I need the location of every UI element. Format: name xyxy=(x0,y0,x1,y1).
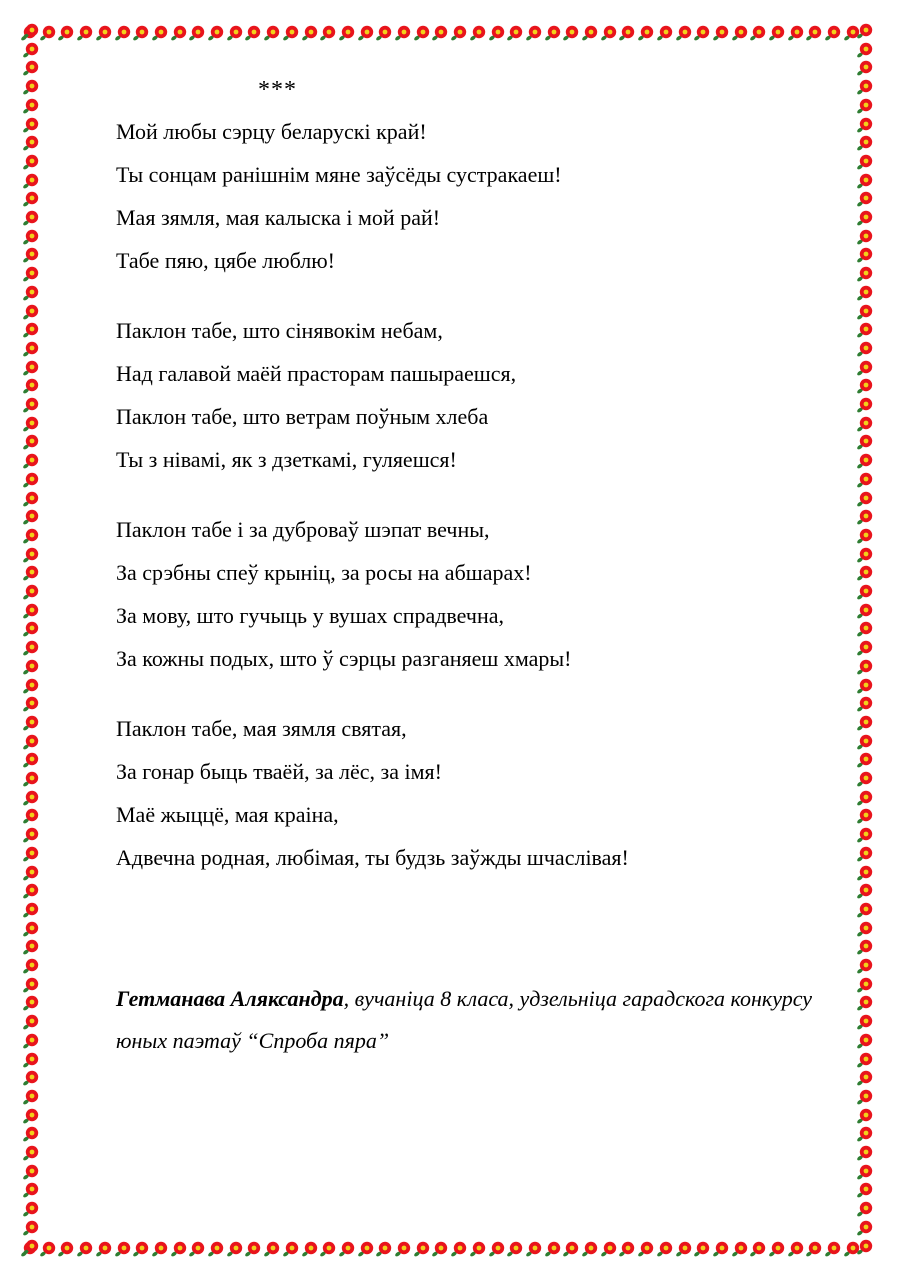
stanza xyxy=(116,516,826,673)
flower-border-icon xyxy=(338,1240,356,1258)
flower-border-icon xyxy=(856,433,874,451)
flower-border-icon xyxy=(151,24,169,42)
flower-border-icon xyxy=(244,1240,262,1258)
flower-border-icon xyxy=(581,24,599,42)
flower-border-icon xyxy=(581,1240,599,1258)
flower-border-icon xyxy=(693,24,711,42)
poem-line: Ты з нівамі, як з дзеткамі, гуляешся! xyxy=(116,447,457,472)
flower-border-icon xyxy=(22,845,40,863)
flower-border-icon xyxy=(22,396,40,414)
flower-border-icon xyxy=(22,321,40,339)
flower-border-bottom xyxy=(20,1238,876,1260)
poem-line: Мой любы сэрцу беларускі край! xyxy=(116,119,427,144)
poem-line: Адвечна родная, любімая, ты будзь заўжды шчаслівая! xyxy=(116,845,629,870)
flower-border-icon xyxy=(22,639,40,657)
flower-border-icon xyxy=(22,1125,40,1143)
flower-border-icon xyxy=(22,153,40,171)
flower-border-icon xyxy=(856,153,874,171)
flower-border-icon xyxy=(856,882,874,900)
flower-border-icon xyxy=(22,246,40,264)
flower-border-icon xyxy=(856,1200,874,1218)
flower-border-icon xyxy=(856,938,874,956)
flower-border-icon xyxy=(675,1240,693,1258)
flower-border-icon xyxy=(22,901,40,919)
flower-border-icon xyxy=(856,1181,874,1199)
flower-border-icon xyxy=(57,24,75,42)
flower-border-icon xyxy=(856,957,874,975)
flower-border-icon xyxy=(22,340,40,358)
flower-border-icon xyxy=(22,471,40,489)
flower-border-icon xyxy=(207,24,225,42)
flower-border-icon xyxy=(263,1240,281,1258)
flower-border-icon xyxy=(856,770,874,788)
flower-border-icon xyxy=(856,714,874,732)
flower-border-icon xyxy=(856,807,874,825)
flower-border-icon xyxy=(856,602,874,620)
flower-border-icon xyxy=(22,284,40,302)
flower-border-icon xyxy=(749,24,767,42)
flower-border-icon xyxy=(22,359,40,377)
flower-border-icon xyxy=(22,583,40,601)
author-name: Гетманава Аляксандра xyxy=(116,986,344,1011)
flower-border-icon xyxy=(170,1240,188,1258)
flower-border-icon xyxy=(22,695,40,713)
flower-border-icon xyxy=(856,116,874,134)
flower-border-icon xyxy=(22,733,40,751)
flower-border-icon xyxy=(693,1240,711,1258)
poem-line: Паклон табе і за дуброваў шэпат вечны, xyxy=(116,517,490,542)
flower-border-icon xyxy=(22,920,40,938)
flower-border-right xyxy=(854,22,876,1260)
poem-line: За гонар быць тваёй, за лёс, за імя! xyxy=(116,759,442,784)
flower-border-icon xyxy=(114,1240,132,1258)
flower-border-icon xyxy=(824,1240,842,1258)
flower-border-icon xyxy=(22,1088,40,1106)
flower-border-icon xyxy=(856,1032,874,1050)
poem-line: Мая зямля, мая калыска і мой рай! xyxy=(116,205,441,230)
flower-border-icon xyxy=(263,24,281,42)
flower-border-icon xyxy=(856,1238,874,1256)
flower-border-icon xyxy=(22,864,40,882)
flower-border-icon xyxy=(675,24,693,42)
flower-border-icon xyxy=(506,1240,524,1258)
flower-border-icon xyxy=(856,377,874,395)
stanza xyxy=(116,118,826,275)
poem-line: Табе пяю, цябе люблю! xyxy=(116,248,336,273)
flower-border-icon xyxy=(856,22,874,40)
flower-border-icon xyxy=(22,433,40,451)
flower-border-icon xyxy=(856,415,874,433)
flower-border-icon xyxy=(856,845,874,863)
flower-border-icon xyxy=(22,677,40,695)
flower-border-icon xyxy=(618,24,636,42)
flower-border-icon xyxy=(856,976,874,994)
flower-border-icon xyxy=(22,265,40,283)
flower-border-icon xyxy=(600,1240,618,1258)
flower-border-icon xyxy=(22,807,40,825)
flower-border-icon xyxy=(731,24,749,42)
flower-border-icon xyxy=(856,340,874,358)
flower-border-icon xyxy=(170,24,188,42)
flower-border-icon xyxy=(22,994,40,1012)
flower-border-icon xyxy=(22,602,40,620)
flower-border-icon xyxy=(282,24,300,42)
flower-border-icon xyxy=(22,209,40,227)
flower-border-icon xyxy=(856,59,874,77)
flower-border-icon xyxy=(856,564,874,582)
flower-border-icon xyxy=(22,1144,40,1162)
flower-border-icon xyxy=(22,190,40,208)
flower-border-icon xyxy=(22,620,40,638)
flower-border-icon xyxy=(525,24,543,42)
flower-border-icon xyxy=(856,321,874,339)
flower-border-icon xyxy=(207,1240,225,1258)
flower-border-icon xyxy=(856,303,874,321)
flower-border-icon xyxy=(856,920,874,938)
flower-border-icon xyxy=(188,1240,206,1258)
flower-border-icon xyxy=(637,1240,655,1258)
flower-border-icon xyxy=(22,1051,40,1069)
flower-border-icon xyxy=(22,116,40,134)
flower-border-icon xyxy=(114,24,132,42)
flower-border-icon xyxy=(544,24,562,42)
flower-border-icon xyxy=(22,658,40,676)
flower-border-icon xyxy=(22,546,40,564)
flower-border-icon xyxy=(856,134,874,152)
stanza xyxy=(116,317,826,474)
flower-border-icon xyxy=(856,1144,874,1162)
flower-border-icon xyxy=(22,1163,40,1181)
author-details: , вучаніца 8 класа, удзельніца гарадскога конкурсу юных паэтаў “Спроба пяра” xyxy=(116,986,813,1053)
flower-border-icon xyxy=(357,1240,375,1258)
flower-border-icon xyxy=(22,415,40,433)
poem-line: Над галавой маёй прасторам пашыраешся, xyxy=(116,361,517,386)
flower-border-icon xyxy=(856,695,874,713)
flower-border-icon xyxy=(22,564,40,582)
flower-border-icon xyxy=(856,490,874,508)
flower-border-icon xyxy=(22,770,40,788)
flower-border-icon xyxy=(76,24,94,42)
flower-border-icon xyxy=(656,24,674,42)
flower-border-icon xyxy=(375,24,393,42)
flower-border-icon xyxy=(856,901,874,919)
poem-title-stars: *** xyxy=(258,77,297,103)
flower-border-icon xyxy=(856,1219,874,1237)
flower-border-icon xyxy=(712,1240,730,1258)
flower-border-icon xyxy=(22,789,40,807)
flower-border-icon xyxy=(22,452,40,470)
flower-border-icon xyxy=(132,24,150,42)
flower-border-icon xyxy=(544,1240,562,1258)
flower-border-icon xyxy=(787,1240,805,1258)
flower-border-icon xyxy=(450,1240,468,1258)
flower-border-icon xyxy=(856,1125,874,1143)
flower-border-icon xyxy=(637,24,655,42)
stanza xyxy=(116,715,826,872)
flower-border-icon xyxy=(656,1240,674,1258)
flower-border-icon xyxy=(856,1088,874,1106)
poem-body xyxy=(116,118,826,914)
flower-border-icon xyxy=(22,1107,40,1125)
flower-border-icon xyxy=(301,24,319,42)
flower-border-icon xyxy=(22,22,40,40)
flower-border-icon xyxy=(731,1240,749,1258)
flower-border-icon xyxy=(488,1240,506,1258)
flower-border-icon xyxy=(856,172,874,190)
flower-border-icon xyxy=(151,1240,169,1258)
flower-border-icon xyxy=(856,751,874,769)
flower-border-icon xyxy=(57,1240,75,1258)
flower-border-icon xyxy=(22,751,40,769)
flower-border-icon xyxy=(431,24,449,42)
flower-border-icon xyxy=(132,1240,150,1258)
flower-border-icon xyxy=(22,134,40,152)
flower-border-icon xyxy=(95,24,113,42)
flower-border-icon xyxy=(856,508,874,526)
flower-border-icon xyxy=(488,24,506,42)
flower-border-icon xyxy=(394,1240,412,1258)
flower-border-icon xyxy=(856,583,874,601)
flower-border-icon xyxy=(856,789,874,807)
flower-border-icon xyxy=(22,172,40,190)
flower-border-icon xyxy=(22,228,40,246)
flower-border-icon xyxy=(22,41,40,59)
flower-border-icon xyxy=(22,1219,40,1237)
flower-border-icon xyxy=(469,24,487,42)
flower-border-icon xyxy=(856,97,874,115)
flower-border-icon xyxy=(618,1240,636,1258)
author-signature xyxy=(116,978,826,1062)
flower-border-icon xyxy=(856,733,874,751)
flower-border-icon xyxy=(824,24,842,42)
flower-border-icon xyxy=(394,24,412,42)
flower-border-icon xyxy=(22,1238,40,1256)
flower-border-icon xyxy=(856,1107,874,1125)
flower-border-icon xyxy=(431,1240,449,1258)
flower-border-icon xyxy=(712,24,730,42)
flower-border-icon xyxy=(22,976,40,994)
flower-border-icon xyxy=(805,24,823,42)
poem-line: Паклон табе, што сінявокім небам, xyxy=(116,318,443,343)
flower-border-icon xyxy=(856,546,874,564)
flower-border-icon xyxy=(856,994,874,1012)
flower-border-icon xyxy=(856,78,874,96)
flower-border-icon xyxy=(856,190,874,208)
flower-border-icon xyxy=(506,24,524,42)
flower-border-icon xyxy=(856,1051,874,1069)
flower-border-icon xyxy=(226,24,244,42)
flower-border-icon xyxy=(856,265,874,283)
flower-border-icon xyxy=(22,97,40,115)
flower-border-icon xyxy=(856,1069,874,1087)
flower-border-icon xyxy=(22,882,40,900)
flower-border-icon xyxy=(22,508,40,526)
flower-border-icon xyxy=(856,658,874,676)
flower-border-icon xyxy=(856,1013,874,1031)
flower-border-icon xyxy=(856,228,874,246)
flower-border-icon xyxy=(856,209,874,227)
flower-border-icon xyxy=(22,714,40,732)
flower-border-icon xyxy=(805,1240,823,1258)
flower-border-icon xyxy=(22,78,40,96)
flower-border-icon xyxy=(244,24,262,42)
flower-border-icon xyxy=(22,938,40,956)
flower-border-icon xyxy=(413,24,431,42)
flower-border-icon xyxy=(357,24,375,42)
flower-border-icon xyxy=(188,24,206,42)
poem-line: Ты сонцам ранішнім мяне заўсёды сустракаеш! xyxy=(116,162,562,187)
flower-border-icon xyxy=(319,1240,337,1258)
flower-border-icon xyxy=(450,24,468,42)
flower-border-icon xyxy=(22,1181,40,1199)
flower-border-icon xyxy=(856,1163,874,1181)
flower-border-icon xyxy=(282,1240,300,1258)
poem-line: За срэбны спеў крыніц, за росы на абшарах! xyxy=(116,560,532,585)
poem-line: Паклон табе, што ветрам поўным хлеба xyxy=(116,404,489,429)
flower-border-icon xyxy=(22,527,40,545)
poem-line: За кожны подых, што ў сэрцы разганяеш хмары! xyxy=(116,646,572,671)
flower-border-icon xyxy=(22,826,40,844)
flower-border-icon xyxy=(600,24,618,42)
flower-border-icon xyxy=(22,1069,40,1087)
flower-border-icon xyxy=(22,303,40,321)
flower-border-left xyxy=(20,22,42,1260)
flower-border-icon xyxy=(856,864,874,882)
flower-border-icon xyxy=(856,284,874,302)
flower-border-icon xyxy=(787,24,805,42)
flower-border-icon xyxy=(856,452,874,470)
flower-border-icon xyxy=(76,1240,94,1258)
flower-border-icon xyxy=(768,24,786,42)
flower-border-icon xyxy=(856,826,874,844)
flower-border-icon xyxy=(301,1240,319,1258)
flower-border-icon xyxy=(375,1240,393,1258)
flower-border-icon xyxy=(856,527,874,545)
flower-border-icon xyxy=(562,24,580,42)
flower-border-icon xyxy=(319,24,337,42)
flower-border-icon xyxy=(525,1240,543,1258)
flower-border-icon xyxy=(856,620,874,638)
flower-border-icon xyxy=(856,41,874,59)
flower-border-icon xyxy=(749,1240,767,1258)
flower-border-icon xyxy=(856,396,874,414)
flower-border-icon xyxy=(22,957,40,975)
flower-border-icon xyxy=(226,1240,244,1258)
flower-border-icon xyxy=(22,59,40,77)
flower-border-icon xyxy=(22,1013,40,1031)
flower-border-icon xyxy=(768,1240,786,1258)
flower-border-icon xyxy=(413,1240,431,1258)
poem-line: За мову, што гучыць у вушах спрадвечна, xyxy=(116,603,504,628)
flower-border-icon xyxy=(22,1200,40,1218)
flower-border-icon xyxy=(856,471,874,489)
flower-border-icon xyxy=(338,24,356,42)
flower-border-icon xyxy=(22,1032,40,1050)
flower-border-top xyxy=(20,22,876,44)
flower-border-icon xyxy=(856,677,874,695)
flower-border-icon xyxy=(856,639,874,657)
flower-border-icon xyxy=(469,1240,487,1258)
poem-line: Паклон табе, мая зямля святая, xyxy=(116,716,407,741)
flower-border-icon xyxy=(562,1240,580,1258)
flower-border-icon xyxy=(22,490,40,508)
flower-border-icon xyxy=(22,377,40,395)
flower-border-icon xyxy=(856,246,874,264)
flower-border-icon xyxy=(856,359,874,377)
flower-border-icon xyxy=(95,1240,113,1258)
poem-line: Маё жыццё, мая краіна, xyxy=(116,802,339,827)
